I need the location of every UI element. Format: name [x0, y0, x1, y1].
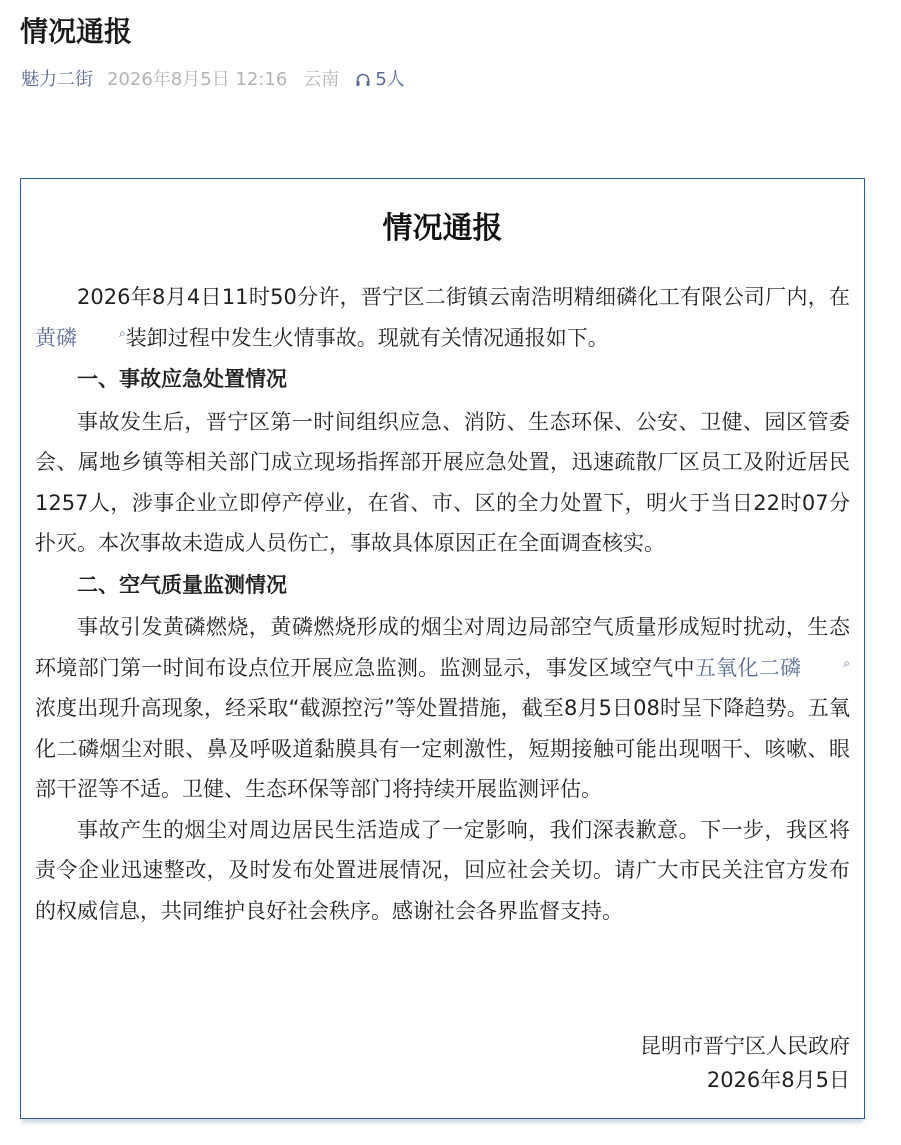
paragraph-intro: 2026年8月4日11时50分许，晋宁区二街镇云南浩明精细磷化工有限公司厂内，在黄磷 ⌕装卸过程中发生火情事故。现就有关情况通报如下。: [35, 285, 850, 350]
paragraph-apology: 事故产生的烟尘对周边居民生活造成了一定影响，我们深表歉意。下一步，我区将责令企业迅速整改，及时发布处置进展情况，回应社会关切。请广大市民关注官方发布的权威信息，共同维护良好社会秩序。感谢社会各界监督支持。: [35, 817, 850, 923]
author-link[interactable]: 魅力二街: [21, 69, 93, 90]
signature-date: 2026年8月5日: [706, 1068, 850, 1092]
paragraph-emergency: 事故发生后，晋宁区第一时间组织应急、消防、生态环保、公安、卫健、园区管委会、属地乡镇等相关部门成立现场指挥部开展应急处置，迅速疏散厂区员工及附近居民1257人，涉事企业立即停产停业，在省、市、区的全力处置下，明火于当日22时07分扑灭。本次事故未造成人员伤亡，事故具体原因正在全面调查核实。: [35, 409, 850, 555]
article-meta: [21, 66, 405, 94]
publish-location: 云南: [303, 69, 340, 90]
signature-org: 昆明市晋宁区人民政府: [640, 1034, 850, 1058]
article-title: 情况通报: [20, 15, 133, 48]
notice-document: [20, 178, 865, 1119]
listen-count: 5人: [375, 69, 405, 90]
keyword-link-huanglin[interactable]: 黄磷 ⌕: [35, 325, 126, 350]
document-title: 情况通报: [382, 211, 503, 246]
document-signature: [640, 1029, 850, 1097]
keyword-link-p2o5[interactable]: 五氧化二磷 ⌕: [694, 655, 851, 680]
publish-time: 2026年8月5日 12:16: [107, 69, 288, 90]
section-heading-1: 一、事故应急处置情况: [77, 367, 287, 391]
paragraph-air-quality: 事故引发黄磷燃烧，黄磷燃烧形成的烟尘对周边局部空气质量形成短时扰动，生态环境部门第一时间布设点位开展应急监测。监测显示，事发区域空气中五氧化二磷 ⌕浓度出现升高现象，经采取“截源控污”等处置措施，截至8月5日08时呈下降趋势。五氧化二磷烟尘对眼、鼻及呼吸道黏膜具有一定刺激性，短期接触可能出现咽干、咳嗽、眼部干涩等不适。卫健、生态环保等部门将持续开展监测评估。: [35, 615, 851, 801]
section-heading-2: 二、空气质量监测情况: [77, 572, 287, 597]
listen-button[interactable]: [355, 66, 404, 94]
document-body: [35, 277, 850, 931]
headphones-icon: [355, 72, 371, 88]
